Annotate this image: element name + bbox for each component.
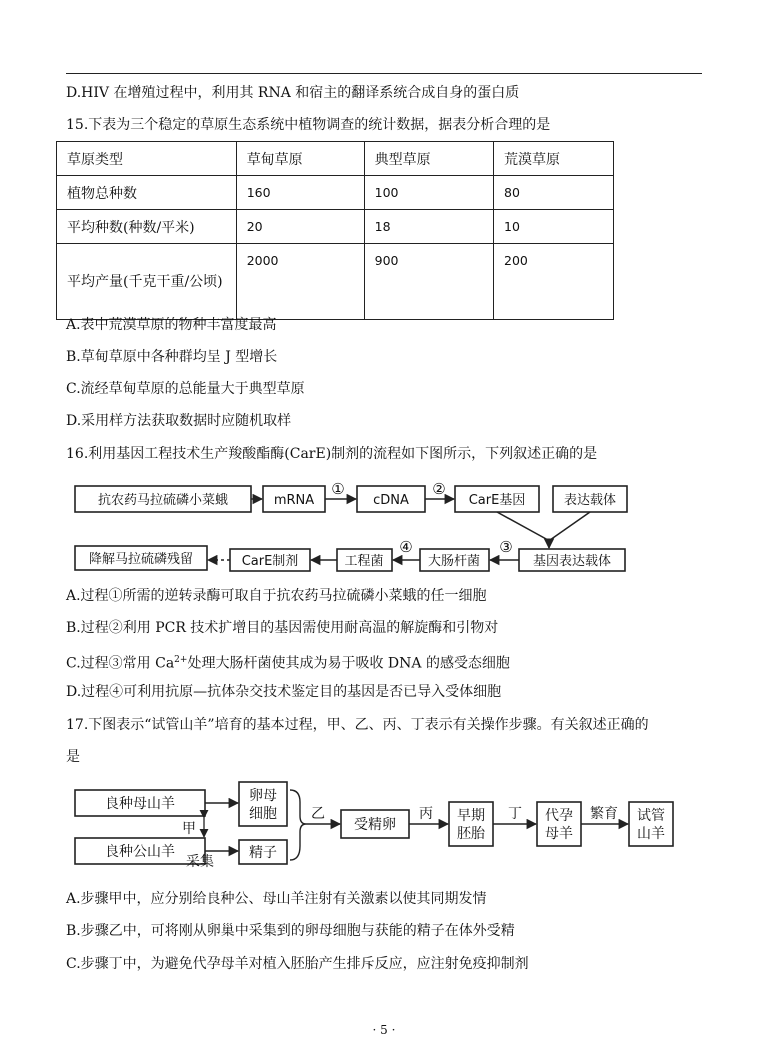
option-b-q16: B.过程②利用 PCR 技术扩增目的基因需使用耐高温的解旋酶和引物对 — [66, 620, 499, 636]
step-2-label: ② — [432, 480, 446, 498]
female-goat-label: 良种母山羊 — [105, 796, 175, 812]
table-cell: 2000 — [236, 244, 364, 320]
vector-label: 表达载体 — [563, 493, 617, 508]
option-a-q15: A.表中荒漠草原的物种丰富度最高 — [66, 317, 277, 333]
option-b-q17: B.步骤乙中，可将刚从卵巢中采集到的卵母细胞与获能的精子在体外受精 — [66, 923, 515, 939]
surrogate-label-2: 母羊 — [545, 826, 573, 842]
option-a-q16: A.过程①所需的逆转录酶可取自于抗农药马拉硫磷小菜蛾的任一细胞 — [66, 588, 487, 604]
option-c-text-post: 处理大肠杆菌使其成为易于吸收 DNA 的感受态细胞 — [187, 655, 510, 672]
oocyte-label-1: 卵母 — [249, 788, 277, 804]
result-label: 降解马拉硫磷残留 — [88, 552, 194, 567]
table-cell: 200 — [494, 244, 614, 320]
option-c-q16 — [66, 651, 510, 673]
result-goat-label-1: 试管 — [637, 808, 665, 824]
collect-label: 采集 — [186, 854, 214, 870]
preparation-label: CarE制剂 — [241, 554, 299, 569]
surrogate-label-1: 代孕 — [545, 808, 573, 824]
connector — [550, 512, 590, 540]
step-4-label: ④ — [399, 538, 413, 556]
early-embryo-label-1: 早期 — [457, 808, 485, 824]
option-d-q15: D.采用样方法获取数据时应随机取样 — [66, 413, 292, 429]
step-yi-label: 乙 — [311, 806, 325, 822]
table-cell: 10 — [494, 210, 614, 244]
table-cell: 160 — [236, 176, 364, 210]
table-cell: 平均产量(千克干重/公顷) — [57, 244, 237, 320]
page-number: · 5 · — [372, 1023, 396, 1037]
superscript-charge: 2+ — [174, 655, 188, 665]
question-16: 16.利用基因工程技术生产羧酸酯酶(CarE)制剂的流程如下图所示，下列叙述正确的是 — [66, 446, 598, 462]
gene-label: CarE基因 — [468, 493, 526, 508]
table-header-cell: 荒漠草原 — [494, 142, 614, 176]
table-cell: 80 — [494, 176, 614, 210]
step-jia-label: 甲 — [182, 821, 196, 837]
result-goat-label-2: 山羊 — [637, 826, 665, 842]
oocyte-label-2: 细胞 — [249, 806, 277, 822]
ecoli-label: 大肠杆菌 — [427, 554, 481, 569]
table-cell: 20 — [236, 210, 364, 244]
engineered-bacteria-label: 工程菌 — [344, 554, 384, 569]
question-17-line-1: 17.下图表示“试管山羊”培育的基本过程，甲、乙、丙、丁表示有关操作步骤。有关叙述正确的 — [66, 717, 649, 733]
table-header-cell: 典型草原 — [364, 142, 493, 176]
step-bing-label: 丙 — [419, 806, 433, 822]
table-cell: 100 — [364, 176, 493, 210]
step-1-label: ① — [331, 480, 345, 498]
option-a-q17: A.步骤甲中，应分别给良种公、母山羊注射有关激素以使其同期发情 — [66, 891, 487, 907]
table-cell: 18 — [364, 210, 493, 244]
mrna-label: mRNA — [273, 493, 315, 508]
early-embryo-label-2: 胚胎 — [457, 826, 485, 842]
brace — [290, 790, 306, 860]
table-header-cell: 草原类型 — [57, 142, 237, 176]
expression-vector-label: 基因表达载体 — [532, 554, 612, 569]
option-d-q16: D.过程④可利用抗原—抗体杂交技术鉴定目的基因是否已导入受体细胞 — [66, 684, 502, 700]
source-label: 抗农药马拉硫磷小菜蛾 — [97, 493, 229, 508]
raise-label: 繁育 — [590, 806, 618, 822]
table-header-cell: 草甸草原 — [236, 142, 364, 176]
option-d-q14: D.HIV 在增殖过程中，利用其 RNA 和宿主的翻译系统合成自身的蛋白质 — [66, 85, 520, 101]
zygote-label: 受精卵 — [354, 817, 396, 833]
question-15: 15.下表为三个稳定的草原生态系统中植物调查的统计数据，据表分析合理的是 — [66, 117, 551, 133]
male-goat-label: 良种公山羊 — [105, 844, 175, 860]
question-17-line-2: 是 — [66, 749, 80, 765]
option-c-q15: C.流经草甸草原的总能量大于典型草原 — [66, 381, 305, 397]
step-3-label: ③ — [499, 538, 513, 556]
table-cell: 平均种数(种数/平米) — [57, 210, 237, 244]
option-b-q15: B.草甸草原中各种群均呈 J 型增长 — [66, 349, 278, 365]
step-ding-label: 丁 — [508, 806, 522, 822]
table-cell: 900 — [364, 244, 493, 320]
sperm-label: 精子 — [249, 845, 277, 861]
option-c-text-pre: C.过程③常用 Ca — [66, 655, 175, 672]
option-c-q17: C.步骤丁中，为避免代孕母羊对植入胚胎产生排斥反应，应注射免疫抑制剂 — [66, 956, 529, 972]
connector — [497, 512, 548, 540]
cdna-label: cDNA — [373, 493, 409, 508]
table-cell: 植物总种数 — [57, 176, 237, 210]
